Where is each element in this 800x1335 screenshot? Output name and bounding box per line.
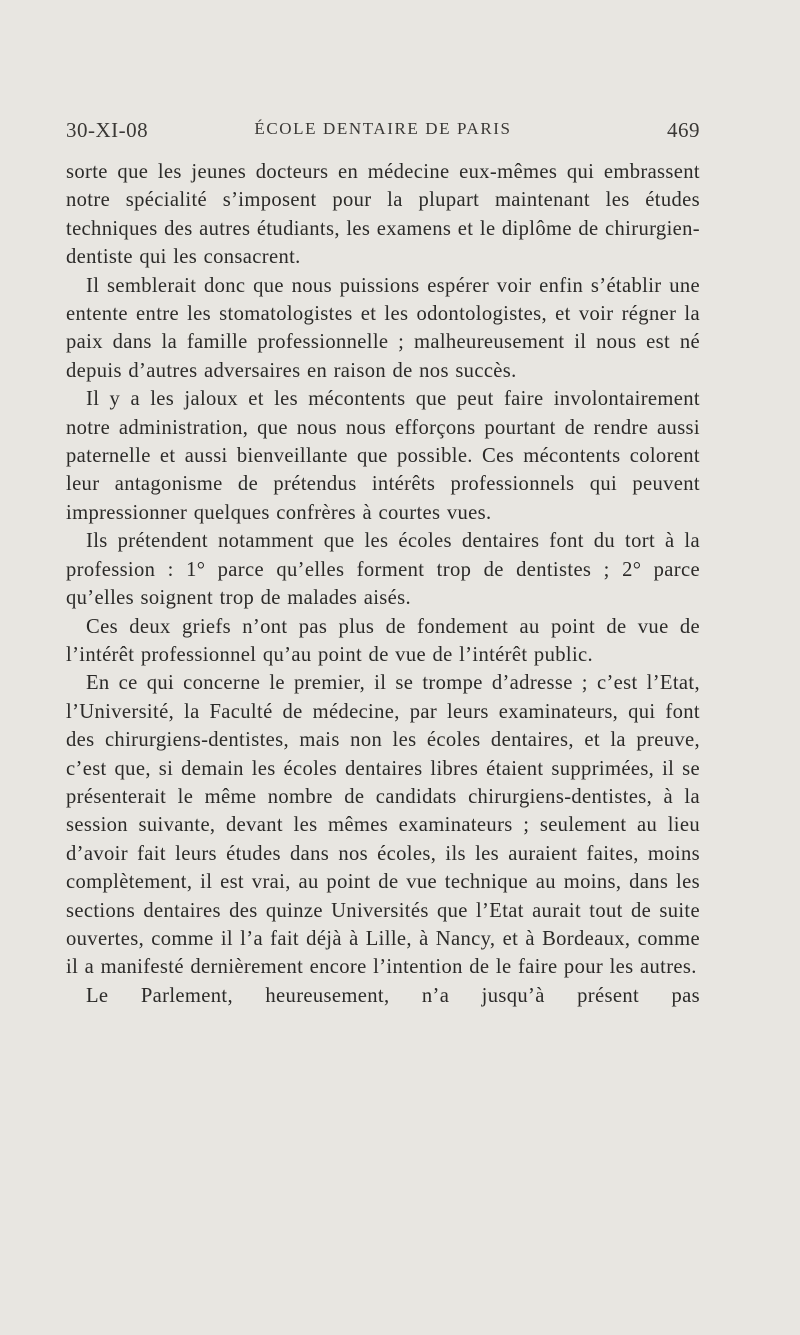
paragraph-continued: sorte que les jeunes docteurs en médecine eux-mêmes qui embrassent notre spécialité s’imposent pour la plupart maintenant les études techniques des autres étudiants, les examens et le diplôme de chirurgien-dentiste qui les consacrent.: [66, 161, 700, 269]
paragraph: En ce qui concerne le premier, il se trompe d’adresse ; c’est l’Etat, l’Université, la Faculté de médecine, par leurs examinateurs, qui font des chirurgiens-dentistes, mais non les écoles dentaires, et la preuve, c’est que, si demain les écoles dentaires libres étaient supprimées, il se présenterait le même nombre de candidats chirurgiens-dentistes, à la session suivante, devant les mêmes examinateurs ; seulement au lieu d’avoir fait leurs études dans nos écoles, ils les auraient faites, moins complètement, il est vrai, au point de vue technique au moins, dans les sections dentaires des quinze Universités que l’Etat aurait tout de suite ouvertes, comme il l’a fait déjà à Lille, à Nancy, et à Bordeaux, comme il a manifesté dernièrement encore l’intention de le faire pour les autres.: [66, 672, 700, 979]
page-number: 469: [667, 118, 700, 142]
paragraph: Ces deux griefs n’ont pas plus de fondement au point de vue de l’intérêt professionnel qu’au point de vue de l’intérêt public.: [66, 615, 700, 666]
journal-title: ÉCOLE DENTAIRE DE PARIS: [254, 119, 512, 138]
paragraph: Il semblerait donc que nous puissions espérer voir enfin s’établir une entente entre les stomatologistes et les odontologistes, et voir régner la paix dans la famille professionnelle ; malheureusement il nous est né depuis d’autres adversaires en raison de nos succès.: [66, 274, 700, 382]
paragraph: Il y a les jaloux et les mécontents que peut faire involontairement notre administration, que nous nous efforçons pourtant de rendre aussi paternelle et aussi bienveillante que possible. Ces mécontents colorent leur antagonisme de prétendus intérêts professionnels qui peuvent impressionner quelques confrères à courtes vues.: [66, 388, 700, 524]
running-head: [66, 118, 700, 150]
issue-date: 30-XI-08: [66, 118, 149, 142]
paragraph: Ils prétendent notamment que les écoles dentaires font du tort à la profession : 1° parce qu’elles forment trop de dentistes ; 2° parce qu’elles soignent trop de malades aisés.: [66, 530, 700, 610]
body-text: [66, 158, 700, 1010]
paragraph-continues: Le Parlement, heureusement, n’a jusqu’à présent pas: [86, 984, 700, 1007]
